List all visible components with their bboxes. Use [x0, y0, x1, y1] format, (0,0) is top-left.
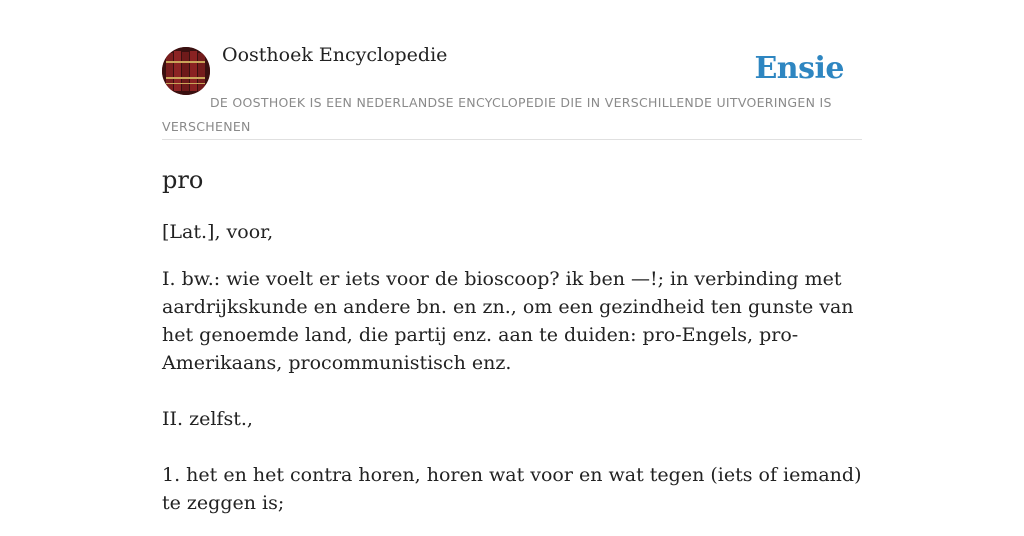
site-header	[162, 0, 862, 140]
article-title: pro	[162, 166, 204, 194]
site-title[interactable]: Oosthoek Encyclopedie	[222, 44, 448, 66]
article-paragraph: 1. het en het contra horen, horen wat voor en wat tegen (iets of iemand) te zeggen is;	[162, 464, 862, 514]
article-paragraph: II. zelfst.,	[162, 408, 253, 430]
article	[162, 140, 862, 517]
brand-logo[interactable]: Ensie	[754, 51, 844, 86]
article-paragraph: I. bw.: wie voelt er iets voor de bioscoop? ik ben —!; in verbinding met aardrijkskunde en andere bn. en zn., om een gezindheid ten gunste van het genoemde land, die partij enz. aan te duiden: pro-Engels, pro-Amerikaans, procommunistisch enz.	[162, 268, 854, 374]
article-paragraph: [Lat.], voor,	[162, 221, 274, 243]
page	[162, 0, 862, 536]
site-tagline: DE OOSTHOEK IS EEN NEDERLANDSE ENCYCLOPEDIE DIE IN VERSCHILLENDE UITVOERINGEN IS VERSCHENEN	[162, 95, 832, 134]
encyclopedia-books-icon[interactable]	[162, 47, 210, 95]
